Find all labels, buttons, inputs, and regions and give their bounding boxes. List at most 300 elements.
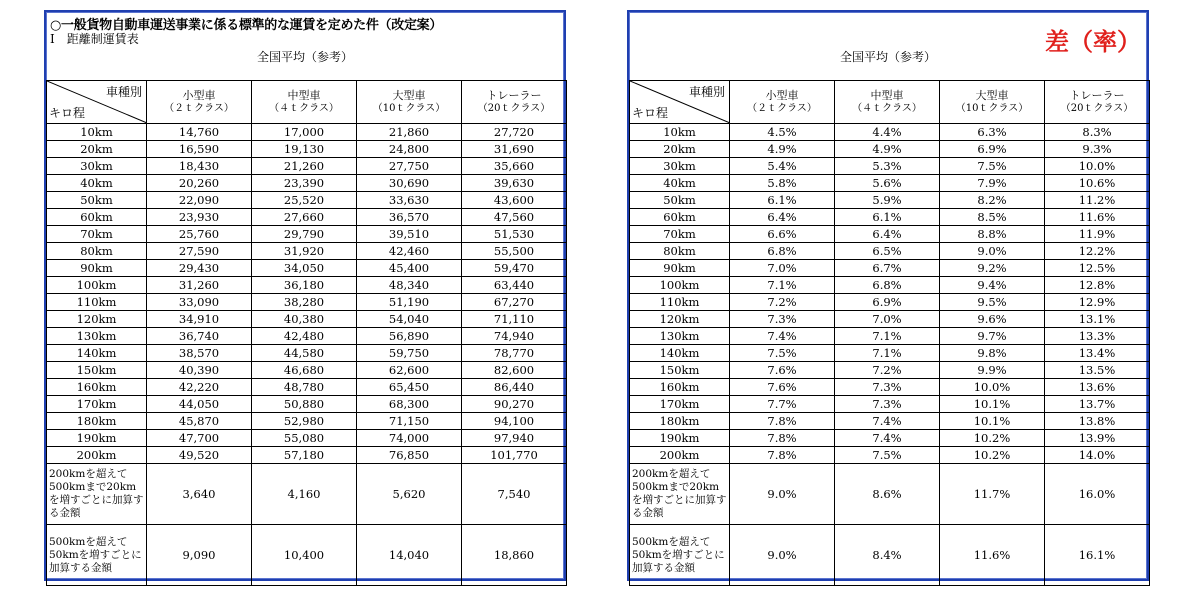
fare-cell: 20,260 [147,175,252,192]
rate-table [629,80,1150,586]
table-caption: 全国平均（参考） [256,50,353,64]
table-row [47,141,567,158]
rate-cell: 10.2% [940,430,1045,447]
vehicle-header [462,81,567,124]
rate-cell: 10.6% [1045,175,1150,192]
distance-cell: 60km [630,209,730,226]
rate-cell: 12.5% [1045,260,1150,277]
rate-cell: 11.6% [940,525,1045,586]
rate-cell: 4.9% [835,141,940,158]
vehicle-name: トレーラー [1069,89,1125,102]
distance-cell: 110km [47,294,147,311]
distance-cell: 120km [630,311,730,328]
fare-cell: 14,040 [357,525,462,586]
distance-cell: 140km [47,345,147,362]
rate-cell: 11.2% [1045,192,1150,209]
fare-cell: 47,700 [147,430,252,447]
rate-cell: 6.1% [730,192,835,209]
table-row [47,226,567,243]
table-row [630,447,1150,464]
table-row [630,430,1150,447]
fare-cell: 63,440 [462,277,567,294]
fare-cell: 51,190 [357,294,462,311]
table-row [630,294,1150,311]
rate-cell: 4.9% [730,141,835,158]
distance-cell: 40km [630,175,730,192]
fare-cell: 27,660 [252,209,357,226]
distance-cell: 120km [47,311,147,328]
distance-cell: 110km [630,294,730,311]
rate-cell: 5.3% [835,158,940,175]
vehicle-name: 大型車 [975,89,1009,102]
fare-table [46,80,567,586]
rate-diff-panel [627,10,1149,581]
vehicle-type-label: 車種別 [688,85,725,99]
table-row [47,158,567,175]
distance-cell: 60km [47,209,147,226]
rate-cell: 13.3% [1045,328,1150,345]
distance-cell: 90km [630,260,730,277]
fare-cell: 14,760 [147,124,252,141]
corner-header [630,81,730,124]
distance-cell: 80km [630,243,730,260]
distance-cell: 30km [630,158,730,175]
rate-cell: 5.6% [835,175,940,192]
vehicle-name: 中型車 [287,89,321,102]
vehicle-name: 小型車 [765,89,799,102]
table-row [47,124,567,141]
rate-cell: 13.1% [1045,311,1150,328]
fare-cell: 31,920 [252,243,357,260]
distance-cell: 90km [47,260,147,277]
fare-cell: 68,300 [357,396,462,413]
table-row [630,158,1150,175]
rate-cell: 7.3% [835,379,940,396]
fare-cell: 34,050 [252,260,357,277]
surcharge-note: 200kmを超えて500kmまで20kmを増すごとに加算する金額 [630,464,730,525]
distance-cell: 40km [47,175,147,192]
fare-cell: 18,430 [147,158,252,175]
table-row [630,192,1150,209]
vehicle-class: （４ｔクラス） [852,103,922,114]
fare-cell: 19,130 [252,141,357,158]
vehicle-class: （20ｔクラス） [1060,103,1134,114]
rate-cell: 7.8% [730,447,835,464]
rate-cell: 6.4% [835,226,940,243]
fare-cell: 74,940 [462,328,567,345]
rate-cell: 12.2% [1045,243,1150,260]
table-row [47,243,567,260]
corner-header [47,81,147,124]
surcharge-row [47,525,567,586]
fare-cell: 43,600 [462,192,567,209]
fare-cell: 78,770 [462,345,567,362]
fare-cell: 39,630 [462,175,567,192]
rate-cell: 9.2% [940,260,1045,277]
fare-cell: 90,270 [462,396,567,413]
table-row [47,328,567,345]
vehicle-type-label: 車種別 [105,85,142,99]
fare-cell: 7,540 [462,464,567,525]
rate-cell: 13.5% [1045,362,1150,379]
fare-cell: 40,380 [252,311,357,328]
fare-cell: 42,480 [252,328,357,345]
fare-cell: 5,620 [357,464,462,525]
surcharge-note: 200kmを超えて500kmまで20kmを増すごとに加算する金額 [47,464,147,525]
table-row [47,413,567,430]
table-row [47,396,567,413]
fare-cell: 74,000 [357,430,462,447]
fare-cell: 42,220 [147,379,252,396]
rate-cell: 7.1% [835,345,940,362]
vehicle-class: （20ｔクラス） [477,103,551,114]
fare-cell: 35,660 [462,158,567,175]
fare-table-panel [44,10,566,581]
fare-cell: 44,580 [252,345,357,362]
rate-cell: 7.1% [730,277,835,294]
fare-cell: 27,720 [462,124,567,141]
fare-cell: 71,110 [462,311,567,328]
fare-cell: 44,050 [147,396,252,413]
table-row [630,379,1150,396]
fare-cell: 67,270 [462,294,567,311]
rate-cell: 7.3% [835,396,940,413]
distance-cell: 150km [630,362,730,379]
distance-cell: 160km [47,379,147,396]
rate-cell: 8.4% [835,525,940,586]
fare-cell: 36,180 [252,277,357,294]
distance-label: キロ程 [632,106,669,120]
rate-cell: 11.9% [1045,226,1150,243]
distance-cell: 180km [47,413,147,430]
document-title: ○一般貨物自動車運送事業に係る標準的な運賃を定めた件（改定案） [50,18,443,33]
table-row [47,379,567,396]
rate-cell: 6.9% [940,141,1045,158]
diff-rate-label: 差（率） [1045,28,1141,56]
rate-cell: 8.5% [940,209,1045,226]
vehicle-class: （４ｔクラス） [269,103,339,114]
fare-cell: 31,260 [147,277,252,294]
rate-cell: 10.1% [940,396,1045,413]
rate-cell: 7.4% [730,328,835,345]
fare-cell: 48,340 [357,277,462,294]
rate-cell: 10.0% [1045,158,1150,175]
rate-cell: 8.8% [940,226,1045,243]
vehicle-name: トレーラー [486,89,542,102]
distance-cell: 190km [630,430,730,447]
vehicle-name: 大型車 [392,89,426,102]
rate-cell: 11.6% [1045,209,1150,226]
surcharge-note: 500kmを超えて50kmを増すごとに加算する金額 [630,525,730,586]
fare-cell: 36,570 [357,209,462,226]
fare-cell: 27,750 [357,158,462,175]
distance-cell: 10km [630,124,730,141]
rate-cell: 14.0% [1045,447,1150,464]
fare-cell: 52,980 [252,413,357,430]
fare-cell: 30,690 [357,175,462,192]
fare-cell: 42,460 [357,243,462,260]
rate-cell: 6.5% [835,243,940,260]
distance-cell: 140km [630,345,730,362]
fare-cell: 48,780 [252,379,357,396]
surcharge-row [47,464,567,525]
rate-cell: 6.8% [835,277,940,294]
distance-cell: 190km [47,430,147,447]
rate-cell: 5.4% [730,158,835,175]
surcharge-row [630,525,1150,586]
table-row [47,447,567,464]
vehicle-header [1045,81,1150,124]
distance-cell: 70km [630,226,730,243]
rate-cell: 16.1% [1045,525,1150,586]
rate-cell: 9.8% [940,345,1045,362]
table-row [47,209,567,226]
fare-cell: 24,800 [357,141,462,158]
vehicle-name: 中型車 [870,89,904,102]
rate-cell: 9.0% [730,464,835,525]
fare-cell: 25,760 [147,226,252,243]
fare-cell: 21,260 [252,158,357,175]
distance-cell: 100km [47,277,147,294]
rate-cell: 8.2% [940,192,1045,209]
distance-cell: 30km [47,158,147,175]
rate-cell: 7.8% [730,413,835,430]
rate-cell: 7.0% [730,260,835,277]
vehicle-header [147,81,252,124]
table-row [630,243,1150,260]
fare-cell: 4,160 [252,464,357,525]
rate-cell: 12.8% [1045,277,1150,294]
rate-cell: 6.6% [730,226,835,243]
table-row [47,175,567,192]
fare-cell: 25,520 [252,192,357,209]
fare-cell: 22,090 [147,192,252,209]
fare-cell: 21,860 [357,124,462,141]
fare-cell: 33,630 [357,192,462,209]
rate-cell: 7.2% [835,362,940,379]
table-row [47,294,567,311]
distance-cell: 170km [47,396,147,413]
rate-cell: 13.7% [1045,396,1150,413]
fare-cell: 29,430 [147,260,252,277]
rate-cell: 7.6% [730,362,835,379]
rate-cell: 6.7% [835,260,940,277]
rate-cell: 11.7% [940,464,1045,525]
fare-cell: 23,390 [252,175,357,192]
fare-cell: 45,400 [357,260,462,277]
rate-cell: 7.5% [940,158,1045,175]
distance-cell: 20km [630,141,730,158]
fare-cell: 27,590 [147,243,252,260]
distance-cell: 150km [47,362,147,379]
rate-cell: 16.0% [1045,464,1150,525]
fare-cell: 57,180 [252,447,357,464]
fare-cell: 56,890 [357,328,462,345]
fare-cell: 82,600 [462,362,567,379]
rate-cell: 7.0% [835,311,940,328]
fare-cell: 62,600 [357,362,462,379]
table-row [630,362,1150,379]
fare-cell: 55,080 [252,430,357,447]
fare-cell: 101,770 [462,447,567,464]
fare-cell: 33,090 [147,294,252,311]
rate-cell: 9.9% [940,362,1045,379]
rate-cell: 9.0% [940,243,1045,260]
table-row [630,141,1150,158]
section-heading: Ⅰ 距離制運賃表 [50,32,139,46]
table-row [47,192,567,209]
distance-cell: 10km [47,124,147,141]
distance-cell: 20km [47,141,147,158]
rate-cell: 9.0% [730,525,835,586]
table-row [630,396,1150,413]
fare-cell: 17,000 [252,124,357,141]
rate-cell: 9.6% [940,311,1045,328]
rate-cell: 13.6% [1045,379,1150,396]
rate-cell: 13.8% [1045,413,1150,430]
rate-cell: 9.4% [940,277,1045,294]
rate-cell: 5.8% [730,175,835,192]
fare-cell: 50,880 [252,396,357,413]
rate-cell: 7.5% [835,447,940,464]
rate-cell: 4.4% [835,124,940,141]
rate-cell: 9.7% [940,328,1045,345]
rate-cell: 7.7% [730,396,835,413]
surcharge-row [630,464,1150,525]
fare-cell: 97,940 [462,430,567,447]
distance-cell: 200km [630,447,730,464]
fare-cell: 76,850 [357,447,462,464]
fare-cell: 59,750 [357,345,462,362]
fare-cell: 40,390 [147,362,252,379]
rate-cell: 6.3% [940,124,1045,141]
vehicle-class: （２ｔクラス） [747,103,817,114]
rate-cell: 6.9% [835,294,940,311]
fare-cell: 49,520 [147,447,252,464]
fare-cell: 45,870 [147,413,252,430]
fare-cell: 94,100 [462,413,567,430]
distance-cell: 130km [630,328,730,345]
table-row [630,311,1150,328]
rate-cell: 5.9% [835,192,940,209]
vehicle-class: （10ｔクラス） [372,103,446,114]
distance-label: キロ程 [49,106,86,120]
fare-cell: 38,280 [252,294,357,311]
table-row [47,430,567,447]
fare-cell: 3,640 [147,464,252,525]
fare-cell: 18,860 [462,525,567,586]
distance-cell: 50km [630,192,730,209]
fare-cell: 9,090 [147,525,252,586]
rate-cell: 7.5% [730,345,835,362]
fare-cell: 23,930 [147,209,252,226]
fare-cell: 59,470 [462,260,567,277]
fare-cell: 29,790 [252,226,357,243]
table-row [47,311,567,328]
table-row [47,260,567,277]
distance-cell: 200km [47,447,147,464]
table-row [630,413,1150,430]
rate-cell: 9.3% [1045,141,1150,158]
fare-cell: 31,690 [462,141,567,158]
vehicle-header [252,81,357,124]
fare-cell: 47,560 [462,209,567,226]
table-row [630,175,1150,192]
rate-cell: 7.6% [730,379,835,396]
surcharge-note: 500kmを超えて50kmを増すごとに加算する金額 [47,525,147,586]
distance-cell: 80km [47,243,147,260]
rate-cell: 10.2% [940,447,1045,464]
table-row [630,345,1150,362]
fare-cell: 46,680 [252,362,357,379]
table-row [47,345,567,362]
rate-cell: 7.3% [730,311,835,328]
fare-cell: 16,590 [147,141,252,158]
rate-cell: 8.3% [1045,124,1150,141]
table-row [47,277,567,294]
rate-cell: 13.9% [1045,430,1150,447]
table-row [47,362,567,379]
rate-cell: 7.9% [940,175,1045,192]
table-row [630,226,1150,243]
rate-cell: 10.1% [940,413,1045,430]
fare-cell: 10,400 [252,525,357,586]
distance-cell: 100km [630,277,730,294]
rate-cell: 4.5% [730,124,835,141]
distance-cell: 180km [630,413,730,430]
rate-cell: 9.5% [940,294,1045,311]
rate-cell: 7.2% [730,294,835,311]
distance-cell: 160km [630,379,730,396]
fare-cell: 38,570 [147,345,252,362]
vehicle-class: （10ｔクラス） [955,103,1029,114]
table-caption: 全国平均（参考） [839,50,936,64]
rate-cell: 12.9% [1045,294,1150,311]
vehicle-header [835,81,940,124]
fare-cell: 39,510 [357,226,462,243]
fare-cell: 51,530 [462,226,567,243]
rate-cell: 13.4% [1045,345,1150,362]
rate-cell: 6.1% [835,209,940,226]
fare-cell: 86,440 [462,379,567,396]
rate-cell: 7.8% [730,430,835,447]
vehicle-class: （２ｔクラス） [164,103,234,114]
distance-cell: 50km [47,192,147,209]
rate-cell: 7.4% [835,430,940,447]
table-row [630,277,1150,294]
vehicle-name: 小型車 [182,89,216,102]
fare-cell: 71,150 [357,413,462,430]
vehicle-header [730,81,835,124]
rate-cell: 10.0% [940,379,1045,396]
table-row [630,328,1150,345]
rate-cell: 7.1% [835,328,940,345]
vehicle-header [357,81,462,124]
distance-cell: 130km [47,328,147,345]
rate-cell: 8.6% [835,464,940,525]
fare-cell: 54,040 [357,311,462,328]
fare-cell: 34,910 [147,311,252,328]
fare-cell: 65,450 [357,379,462,396]
fare-cell: 36,740 [147,328,252,345]
distance-cell: 170km [630,396,730,413]
distance-cell: 70km [47,226,147,243]
table-row [630,209,1150,226]
rate-cell: 6.4% [730,209,835,226]
rate-cell: 6.8% [730,243,835,260]
rate-cell: 7.4% [835,413,940,430]
table-row [630,124,1150,141]
